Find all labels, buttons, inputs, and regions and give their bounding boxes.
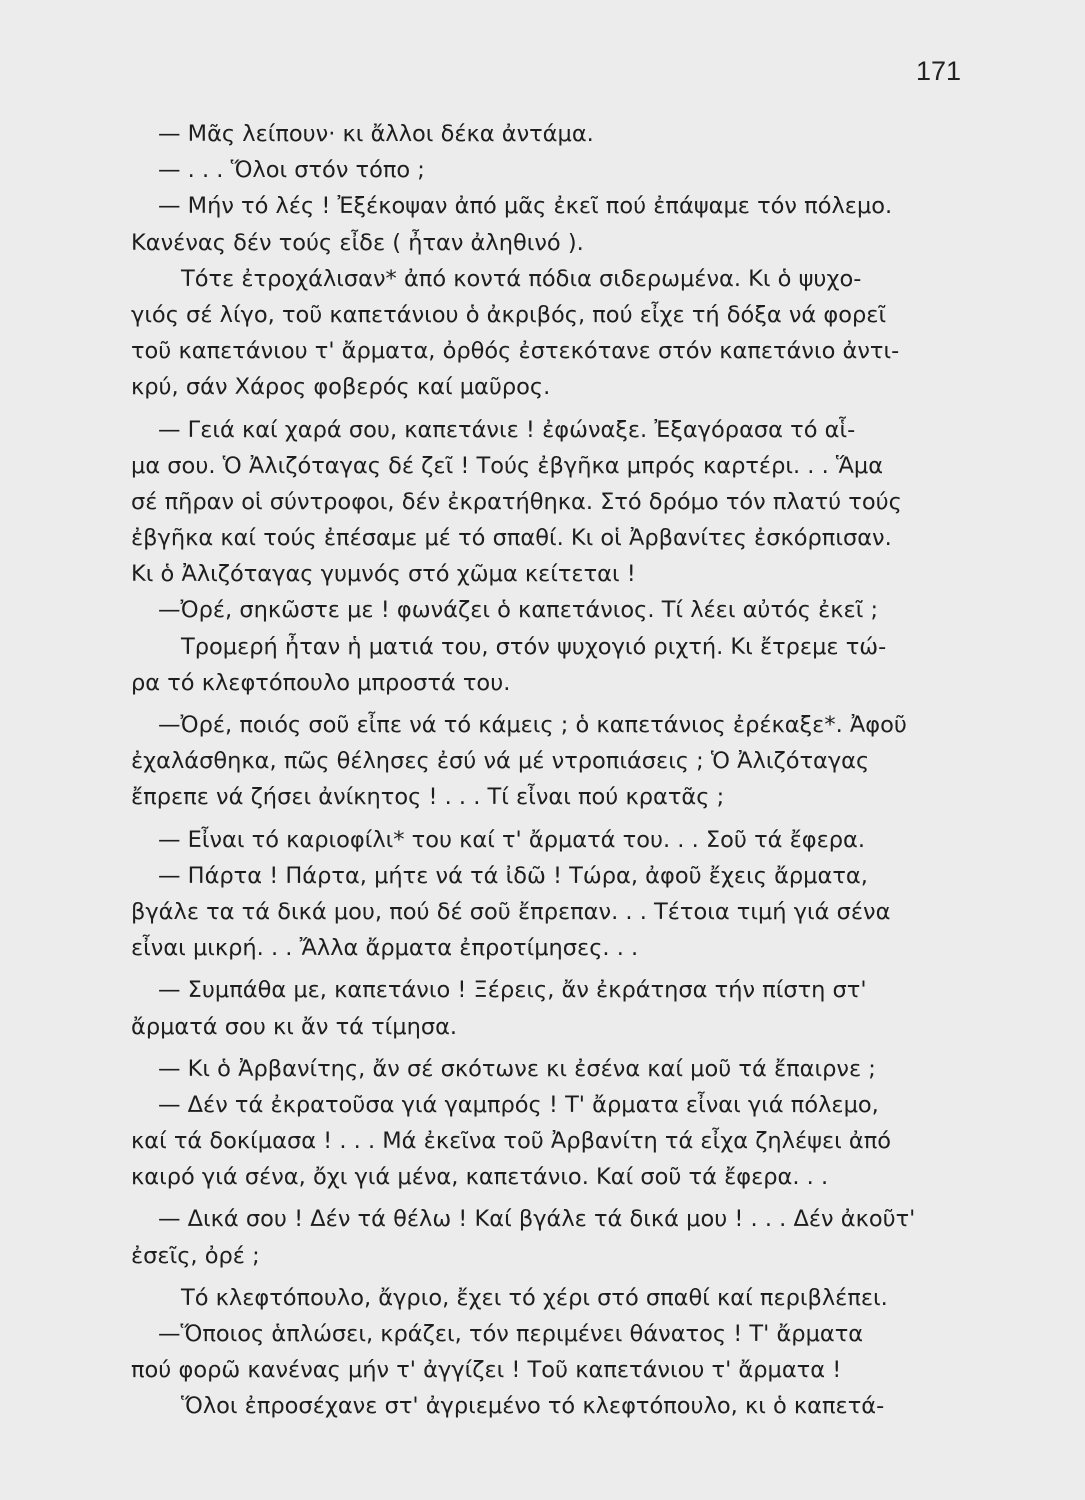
text-line: ρα τό κλεφτόπουλο μπροστά του. (131, 669, 511, 696)
text-line: — Μήν τό λές ! Ἐξέκοψαν ἀπό μᾶς ἐκεῖ πού ἐπάψαμε τόν πόλεμο. (158, 193, 893, 220)
text-line: καιρό γιά σένα, ὄχι γιά μένα, καπετάνιο. Καί σοῦ τά ἔφερα. . . (131, 1164, 829, 1191)
text-line: — . . . Ὅλοι στόν τόπο ; (158, 157, 425, 184)
text-line: — Εἶναι τό καριοφίλι* του καί τ' ἄρματά του. . . Σοῦ τά ἔφερα. (158, 826, 866, 853)
body-text (131, 116, 963, 1425)
text-line: μα σου. Ὁ Ἀλιζόταγας δέ ζεῖ ! Τούς ἐβγῆκα μπρός καρτέρι. . . Ἅμα (131, 452, 884, 479)
text-line: — Δικά σου ! Δέν τά θέλω ! Καί βγάλε τά δικά μου ! . . . Δέν ἀκοῦτ' (158, 1206, 916, 1233)
text-line: ἐβγῆκα καί τούς ἐπέσαμε μέ τό σπαθί. Κι οἱ Ἀρβανίτες ἐσκόρπισαν. (131, 525, 892, 552)
text-line: Τρομερή ἦταν ἡ ματιά του, στόν ψυχογιό ριχτή. Κι ἔτρεμε τώ- (181, 633, 887, 660)
text-line: Κανένας δέν τούς εἶδε ( ἦταν ἀληθινό ). (131, 229, 584, 256)
text-line: —Ὀρέ, ποιός σοῦ εἶπε νά τό κάμεις ; ὁ καπετάνιος ἐρέκαξε*. Ἀφοῦ (158, 712, 907, 738)
text-line: — Κι ὁ Ἀρβανίτης, ἄν σέ σκότωνε κι ἐσένα καί μοῦ τά ἔπαιρνε ; (158, 1055, 876, 1082)
text-line: ἐσεῖς, ὀρέ ; (131, 1242, 260, 1269)
text-line: σέ πῆραν οἱ σύντροφοι, δέν ἐκρατήθηκα. Στό δρόμο τόν πλατύ τούς (131, 488, 902, 515)
text-line: ἔπρεπε νά ζήσει ἀνίκητος ! . . . Τί εἶναι πού κρατᾶς ; (131, 784, 725, 811)
page-number: 171 (916, 56, 962, 86)
text-line: Ὅλοι ἐπροσέχανε στ' ἀγριεμένο τό κλεφτόπουλο, κι ὁ καπετά- (181, 1393, 885, 1420)
text-line: καί τά δοκίμασα ! . . . Μά ἐκεῖνα τοῦ Ἀρβανίτη τά εἶχα ζηλέψει ἀπό (131, 1128, 892, 1155)
text-line: — Μᾶς λείπουν· κι ἄλλοι δέκα ἀντάμα. (158, 121, 594, 147)
text-line: εἶναι μικρή. . . Ἄλλα ἄρματα ἐπροτίμησες. . . (131, 935, 639, 962)
text-line: — Δέν τά ἐκρατοῦσα γιά γαμπρός ! Τ' ἄρματα εἶναι γιά πόλεμο, (158, 1091, 879, 1118)
text-line: — Συμπάθα με, καπετάνιο ! Ξέρεις, ἄν ἐκράτησα τήν πίστη στ' (158, 977, 867, 1004)
text-line: κρύ, σάν Χάρος φοβερός καί μαῦρος. (131, 374, 551, 401)
text-line: Κι ὁ Ἀλιζόταγας γυμνός στό χῶμα κείτεται ! (131, 561, 636, 588)
text-line: ἐχαλάσθηκα, πῶς θέλησες ἐσύ νά μέ ντροπιάσεις ; Ὁ Ἀλιζόταγας (131, 748, 870, 775)
text-line: Τότε ἐτροχάλισαν* ἀπό κοντά πόδια σιδερωμένα. Κι ὁ ψυχο- (181, 265, 862, 292)
text-line: Τό κλεφτόπουλο, ἄγριο, ἔχει τό χέρι στό σπαθί καί περιβλέπει. (181, 1284, 888, 1311)
text-line: — Πάρτα ! Πάρτα, μήτε νά τά ἰδῶ ! Τώρα, ἀφοῦ ἔχεις ἄρματα, (158, 862, 868, 889)
text-line: —Ὀρέ, σηκῶστε με ! φωνάζει ὁ καπετάνιος. Τί λέει αὐτός ἐκεῖ ; (158, 597, 879, 624)
text-line: γιός σέ λίγο, τοῦ καπετάνιου ὁ ἀκριβός, πού εἶχε τή δόξα νά φορεῖ (131, 301, 887, 328)
text-line: — Γειά καί χαρά σου, καπετάνιε ! ἐφώναξε. Ἐξαγόρασα τό αἷ- (158, 416, 856, 443)
text-line: πού φορῶ κανένας μήν τ' ἀγγίζει ! Τοῦ καπετάνιου τ' ἄρματα ! (131, 1357, 842, 1384)
text-line: βγάλε τα τά δικά μου, πού δέ σοῦ ἔπρεπαν. . . Τέτοια τιμή γιά σένα (131, 898, 891, 925)
text-line: ἄρματά σου κι ἄν τά τίμησα. (131, 1013, 458, 1040)
text-line: —Ὅποιος ἁπλώσει, κράζει, τόν περιμένει θάνατος ! Τ' ἄρματα (158, 1321, 864, 1347)
text-line: τοῦ καπετάνιου τ' ἄρματα, ὀρθός ἐστεκότανε στόν καπετάνιο ἀντι- (131, 338, 900, 365)
